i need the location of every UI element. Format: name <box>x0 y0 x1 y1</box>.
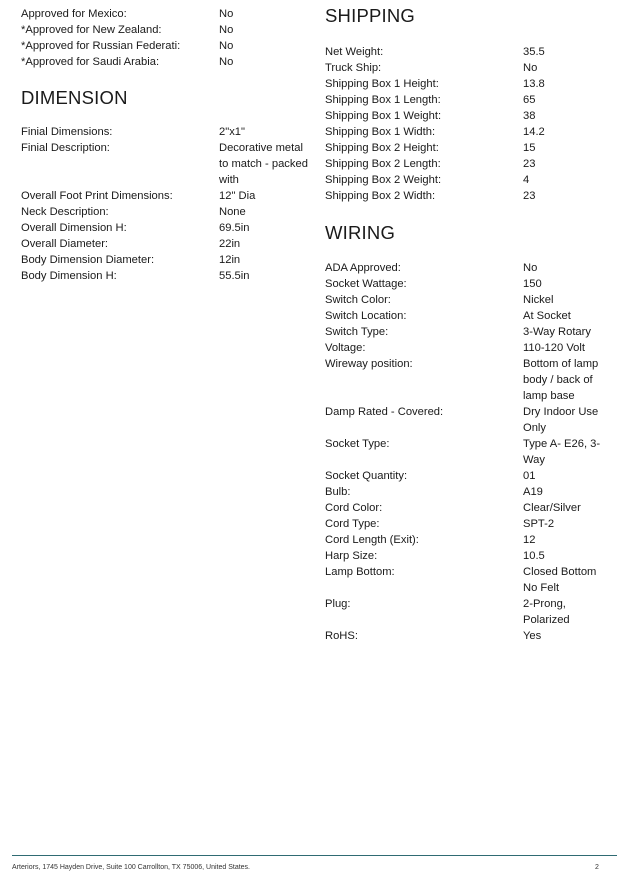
spec-label: Socket Quantity: <box>325 470 408 482</box>
spec-value: 2"x1" <box>219 126 245 138</box>
spec-label: Switch Location: <box>325 310 407 322</box>
spec-label: Shipping Box 2 Width: <box>325 190 436 202</box>
spec-value: 4 <box>523 174 530 186</box>
spec-label: Shipping Box 1 Weight: <box>325 110 442 122</box>
spec-label: Overall Diameter: <box>21 238 109 250</box>
spec-value: No <box>219 40 234 52</box>
spec-value: 23 <box>523 190 536 202</box>
spec-label: Shipping Box 2 Weight: <box>325 174 442 186</box>
spec-value: 12" Dia <box>219 190 256 202</box>
spec-label: Socket Type: <box>325 438 390 450</box>
spec-label: Body Dimension Diameter: <box>21 254 155 266</box>
spec-label: Damp Rated - Covered: <box>325 406 444 418</box>
spec-label: Plug: <box>325 598 351 610</box>
spec-label: Switch Color: <box>325 294 391 306</box>
spec-row <box>21 220 311 236</box>
spec-label: Switch Type: <box>325 326 389 338</box>
spec-row <box>325 76 613 92</box>
spec-value: 23 <box>523 158 536 170</box>
spec-label: Overall Dimension H: <box>21 222 127 234</box>
spec-label: Shipping Box 1 Height: <box>325 78 439 90</box>
spec-row <box>325 60 613 76</box>
spec-row <box>21 22 311 38</box>
spec-value: 10.5 <box>523 550 545 562</box>
spec-row <box>21 252 311 268</box>
spec-value: Dry Indoor Use Only <box>523 406 599 434</box>
footer-divider <box>12 855 617 856</box>
spec-label: Shipping Box 1 Width: <box>325 126 436 138</box>
spec-label: RoHS: <box>325 630 358 642</box>
spec-value: 65 <box>523 94 536 106</box>
spec-value: None <box>219 206 246 218</box>
spec-label: Cord Color: <box>325 502 383 514</box>
spec-label: Shipping Box 1 Length: <box>325 94 441 106</box>
spec-row <box>325 564 613 596</box>
spec-value: 13.8 <box>523 78 545 90</box>
spec-row <box>325 44 613 60</box>
spec-value: 55.5in <box>219 270 250 282</box>
spec-row <box>325 156 613 172</box>
spec-row <box>325 260 613 276</box>
spec-label: Overall Foot Print Dimensions: <box>21 190 173 202</box>
spec-value: Type A- E26, 3-Way <box>523 438 601 466</box>
spec-value: Bottom of lamp body / back of lamp base <box>523 358 599 402</box>
spec-row <box>325 108 613 124</box>
spec-value: 110-120 Volt <box>523 342 585 354</box>
spec-row <box>325 308 613 324</box>
spec-row <box>21 236 311 252</box>
spec-value: Yes <box>523 630 542 642</box>
spec-label: Shipping Box 2 Height: <box>325 142 439 154</box>
dimension-list <box>21 124 311 284</box>
spec-label: *Approved for Saudi Arabia: <box>21 56 160 68</box>
spec-label: Body Dimension H: <box>21 270 117 282</box>
spec-value: 01 <box>523 470 536 482</box>
spec-label: Lamp Bottom: <box>325 566 395 578</box>
spec-label: Net Weight: <box>325 46 384 58</box>
spec-row <box>325 92 613 108</box>
spec-row <box>325 140 613 156</box>
spec-row <box>21 38 311 54</box>
wiring-heading: WIRING <box>325 222 396 243</box>
spec-label: ADA Approved: <box>325 262 401 274</box>
spec-label: *Approved for New Zealand: <box>21 24 162 36</box>
spec-row <box>325 516 613 532</box>
spec-value: 35.5 <box>523 46 545 58</box>
spec-row <box>325 276 613 292</box>
spec-row <box>325 548 613 564</box>
spec-row <box>325 436 613 468</box>
spec-row <box>21 268 311 284</box>
spec-value: 69.5in <box>219 222 250 234</box>
spec-label: Harp Size: <box>325 550 378 562</box>
spec-value: At Socket <box>523 310 571 322</box>
wiring-list <box>325 260 613 644</box>
spec-value: No <box>523 262 538 274</box>
spec-value: 150 <box>523 278 542 290</box>
spec-value: 15 <box>523 142 536 154</box>
spec-value: No <box>219 56 234 68</box>
spec-label: *Approved for Russian Federati: <box>21 40 181 52</box>
spec-row <box>21 124 311 140</box>
spec-row <box>21 6 311 22</box>
spec-value: 22in <box>219 238 241 250</box>
spec-row <box>325 404 613 436</box>
spec-row <box>325 188 613 204</box>
spec-value: No <box>523 62 538 74</box>
spec-label: Neck Description: <box>21 206 109 218</box>
spec-value: No <box>219 24 234 36</box>
spec-row <box>21 140 311 188</box>
spec-row <box>325 484 613 500</box>
spec-label: Cord Type: <box>325 518 380 530</box>
spec-value: Closed Bottom No Felt <box>523 566 597 594</box>
spec-label: Truck Ship: <box>325 62 382 74</box>
spec-label: Wireway position: <box>325 358 413 370</box>
spec-value: SPT-2 <box>523 518 555 530</box>
spec-label: Bulb: <box>325 486 351 498</box>
spec-label: Shipping Box 2 Length: <box>325 158 441 170</box>
spec-row <box>325 596 613 628</box>
shipping-heading: SHIPPING <box>325 5 416 26</box>
spec-row <box>325 124 613 140</box>
spec-row <box>21 54 311 70</box>
spec-value: 3-Way Rotary <box>523 326 591 338</box>
spec-label: Cord Length (Exit): <box>325 534 419 546</box>
spec-row <box>21 204 311 220</box>
spec-value: 12in <box>219 254 241 266</box>
dimension-heading: DIMENSION <box>21 87 128 108</box>
spec-value: 2-Prong, Polarized <box>523 598 570 626</box>
shipping-list <box>325 44 613 204</box>
spec-row <box>325 292 613 308</box>
page-number: 2 <box>595 864 599 871</box>
footer-address: Arteriors, 1745 Hayden Drive, Suite 100 Carrollton, TX 75006, United States. <box>12 864 250 871</box>
spec-row <box>325 500 613 516</box>
spec-row <box>325 324 613 340</box>
approvals-list <box>21 6 311 70</box>
spec-row <box>325 340 613 356</box>
spec-value: 38 <box>523 110 536 122</box>
spec-value: Nickel <box>523 294 554 306</box>
spec-value: Clear/Silver <box>523 502 581 514</box>
spec-row <box>325 628 613 644</box>
spec-value: Decorative metal to match - packed with <box>219 142 308 186</box>
spec-label: Approved for Mexico: <box>21 8 127 20</box>
spec-value: A19 <box>523 486 543 498</box>
spec-value: 12 <box>523 534 536 546</box>
spec-row <box>325 172 613 188</box>
spec-value: 14.2 <box>523 126 545 138</box>
spec-value: No <box>219 8 234 20</box>
spec-row <box>325 356 613 404</box>
spec-row <box>21 188 311 204</box>
spec-row <box>325 532 613 548</box>
spec-label: Finial Description: <box>21 142 110 154</box>
spec-label: Finial Dimensions: <box>21 126 113 138</box>
spec-label: Voltage: <box>325 342 366 354</box>
spec-row <box>325 468 613 484</box>
spec-label: Socket Wattage: <box>325 278 407 290</box>
